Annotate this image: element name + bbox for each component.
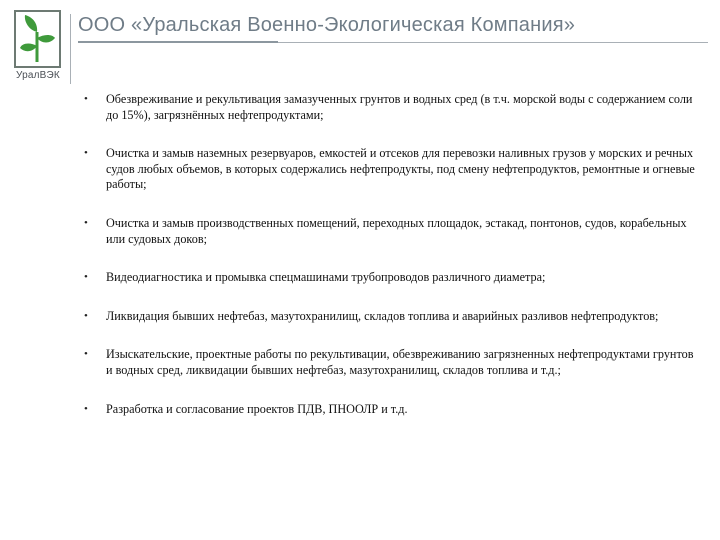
logo-label: УралВЭК (16, 70, 60, 81)
services-list (84, 92, 702, 440)
list-item-text: Очистка и замыв наземных резервуаров, емкостей и отсеков для перевозки наливных грузов у морских и речных судов любых объемов, в которых содержались нефтепродукты, под смену нефтепродуктов, ремонтные и огневые работы; (106, 146, 695, 192)
bullet-icon: • (84, 216, 88, 229)
logo-frame (14, 10, 61, 68)
leaf-icon (16, 12, 59, 66)
bullet-icon: • (84, 309, 88, 322)
list-item (84, 216, 702, 247)
list-item-text: Обезвреживание и рекультивация замазученных грунтов и водных сред (в т.ч. морской воды с содержанием соли до 15%), загрязнённых нефтепродуктами; (106, 92, 693, 122)
list-item (84, 92, 702, 123)
list-item (84, 402, 702, 418)
bullet-icon: • (84, 93, 88, 105)
bullet-icon: • (84, 271, 88, 284)
list-item-text: Очистка и замыв производственных помещений, переходных площадок, эстакад, понтонов, судов, корабельных или судовых доков; (106, 215, 687, 246)
bullet-icon: • (84, 348, 88, 361)
list-item-text: Видеодиагностика и промывка спецмашинами трубопроводов различного диаметра; (106, 270, 546, 285)
bullet-icon: • (84, 402, 88, 415)
list-item-text: Разработка и согласование проектов ПДВ, ПНООЛР и т.д. (106, 401, 408, 416)
list-item-text: Ликвидация бывших нефтебаз, мазутохранилищ, складов топлива и аварийных разливов нефтепродуктов; (106, 308, 659, 323)
list-item-text: Изыскательские, проектные работы по рекультивации, обезвреживанию загрязненных нефтепродуктами грунтов и водных сред, ликвидации бывших нефтебаз, мазутохранилищ, складов топлива и т.д.; (106, 347, 694, 377)
list-item (84, 270, 702, 286)
page-title: ООО «Уральская Военно-Экологическая Компания» (78, 14, 576, 36)
list-item (84, 146, 702, 193)
header-divider-accent (78, 41, 278, 43)
list-item (84, 347, 702, 378)
company-logo (8, 6, 68, 86)
bullet-icon: • (84, 147, 88, 160)
list-item (84, 309, 702, 325)
header-vertical-divider (70, 14, 71, 84)
